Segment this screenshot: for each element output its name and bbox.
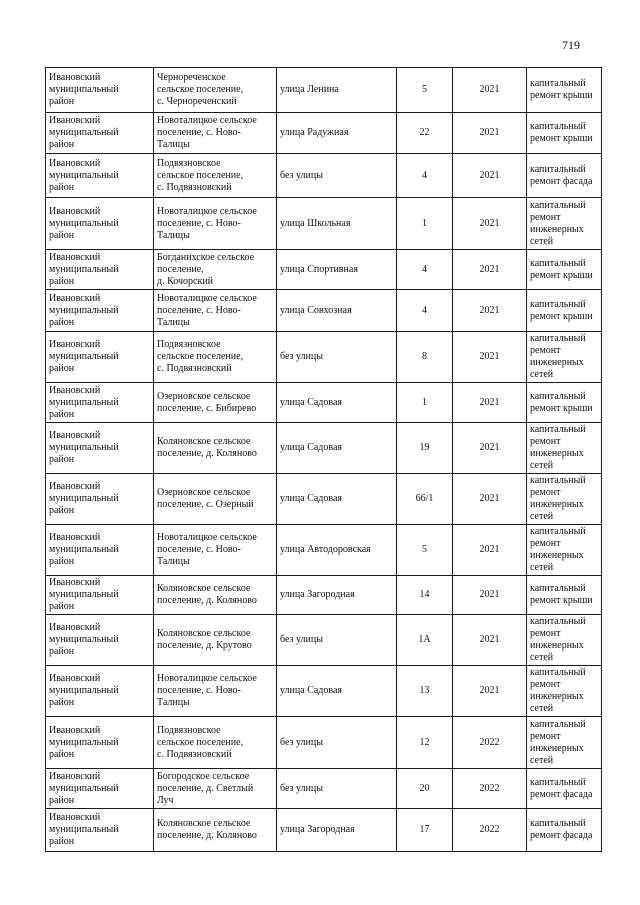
- district-line: муниципальный: [49, 217, 119, 229]
- work-type-cell: [527, 576, 602, 615]
- work-type-cell: [527, 332, 602, 383]
- settlement-line: Талицы: [157, 316, 190, 328]
- work-type-line: капитальный: [530, 776, 586, 788]
- work-type-line: капитальный: [530, 333, 586, 344]
- settlement-cell: [154, 383, 277, 423]
- district-cell: [46, 423, 154, 474]
- settlement-line: Подвязновское: [157, 339, 221, 350]
- housing-repair-table: [45, 67, 602, 852]
- settlement-line: поселение, с. Ново-: [157, 217, 241, 229]
- work-type-line: капитальный: [530, 424, 586, 435]
- work-type-line: ремонт крыши: [530, 90, 593, 101]
- work-type-line: сетей: [530, 754, 554, 766]
- house-number-cell: 1А: [397, 615, 453, 666]
- work-type-line: инженерных: [530, 499, 584, 510]
- settlement-cell: [154, 423, 277, 474]
- year-cell: 2021: [453, 113, 527, 154]
- work-type-line: сетей: [530, 369, 554, 380]
- work-type-cell: [527, 198, 602, 250]
- work-type-line: капитальный: [530, 121, 586, 132]
- district-line: муниципальный: [49, 824, 119, 835]
- table-row: [46, 809, 602, 852]
- settlement-cell: [154, 717, 277, 769]
- street-cell: улица Садовая: [277, 383, 397, 423]
- district-line: район: [49, 181, 75, 193]
- district-line: район: [49, 505, 75, 516]
- house-number-cell: 4: [397, 154, 453, 198]
- district-cell: [46, 290, 154, 332]
- work-type-cell: [527, 717, 602, 769]
- district-line: район: [49, 316, 75, 328]
- year-cell: 2021: [453, 154, 527, 198]
- settlement-line: Коляновское сельское: [157, 818, 251, 829]
- settlement-line: поселение, д. Светлый: [157, 782, 254, 794]
- work-type-line: ремонт: [530, 538, 561, 549]
- settlement-line: с. Подвязновский: [157, 181, 232, 193]
- work-type-cell: [527, 290, 602, 332]
- house-number-cell: 17: [397, 809, 453, 852]
- work-type-line: инженерных: [530, 640, 584, 651]
- settlement-line: Талицы: [157, 556, 190, 567]
- district-line: район: [49, 646, 75, 657]
- table-row: [46, 113, 602, 154]
- work-type-line: капитальный: [530, 199, 586, 211]
- district-line: район: [49, 454, 75, 465]
- district-cell: [46, 474, 154, 525]
- house-number-cell: 4: [397, 290, 453, 332]
- settlement-line: Талицы: [157, 139, 190, 150]
- year-cell: 2021: [453, 383, 527, 423]
- street-cell: без улицы: [277, 154, 397, 198]
- work-type-cell: [527, 615, 602, 666]
- work-type-line: ремонт: [530, 487, 561, 498]
- house-number-cell: 20: [397, 769, 453, 809]
- street-cell: улица Загородная: [277, 809, 397, 852]
- settlement-line: Подвязновское: [157, 157, 221, 169]
- settlement-cell: [154, 332, 277, 383]
- district-line: муниципальный: [49, 634, 119, 645]
- settlement-cell: [154, 576, 277, 615]
- settlement-line: поселение, с. Ново-: [157, 304, 241, 316]
- year-cell: 2022: [453, 809, 527, 852]
- work-type-line: ремонт крыши: [530, 402, 593, 414]
- table-body: [46, 68, 602, 852]
- district-line: муниципальный: [49, 493, 119, 504]
- settlement-line: поселение, д. Крутово: [157, 640, 252, 651]
- year-cell: 2021: [453, 290, 527, 332]
- table-row: [46, 615, 602, 666]
- district-line: муниципальный: [49, 304, 119, 316]
- work-type-line: капитальный: [530, 475, 586, 486]
- district-cell: [46, 525, 154, 576]
- work-type-line: ремонт фасада: [530, 788, 593, 800]
- house-number-cell: 12: [397, 717, 453, 769]
- work-type-line: инженерных: [530, 742, 584, 754]
- district-cell: [46, 809, 154, 852]
- district-line: Ивановский: [49, 577, 101, 588]
- work-type-cell: [527, 769, 602, 809]
- settlement-line: Богородское сельское: [157, 770, 250, 782]
- work-type-line: инженерных: [530, 550, 584, 561]
- district-line: Ивановский: [49, 532, 101, 543]
- house-number-cell: 14: [397, 576, 453, 615]
- district-line: Ивановский: [49, 292, 101, 304]
- street-cell: улица Радужная: [277, 113, 397, 154]
- district-line: район: [49, 275, 75, 287]
- district-cell: [46, 68, 154, 113]
- district-line: Ивановский: [49, 812, 101, 823]
- district-cell: [46, 154, 154, 198]
- district-line: муниципальный: [49, 351, 119, 362]
- street-cell: улица Ленина: [277, 68, 397, 113]
- district-line: Ивановский: [49, 384, 101, 396]
- year-cell: 2021: [453, 68, 527, 113]
- district-line: Ивановский: [49, 115, 101, 126]
- district-line: район: [49, 408, 75, 420]
- table-row: [46, 666, 602, 717]
- table-row: [46, 68, 602, 113]
- work-type-line: капитальный: [530, 818, 586, 829]
- work-type-line: инженерных: [530, 357, 584, 368]
- settlement-line: поселение, д. Коляново: [157, 830, 257, 841]
- work-type-line: ремонт: [530, 211, 561, 223]
- district-line: район: [49, 794, 75, 806]
- street-cell: улица Школьная: [277, 198, 397, 250]
- settlement-line: поселение, с. Ново-: [157, 127, 241, 138]
- year-cell: 2021: [453, 250, 527, 290]
- year-cell: 2021: [453, 576, 527, 615]
- street-cell: улица Автодоровская: [277, 525, 397, 576]
- settlement-line: поселение, с. Ново-: [157, 685, 241, 696]
- street-cell: улица Совхозная: [277, 290, 397, 332]
- work-type-line: капитальный: [530, 298, 586, 310]
- table-row: [46, 525, 602, 576]
- settlement-line: Новоталицкое сельское: [157, 292, 257, 304]
- street-cell: без улицы: [277, 769, 397, 809]
- work-type-line: ремонт: [530, 628, 561, 639]
- work-type-line: ремонт крыши: [530, 595, 593, 606]
- table-row: [46, 198, 602, 250]
- work-type-line: ремонт: [530, 679, 561, 690]
- district-cell: [46, 717, 154, 769]
- work-type-cell: [527, 154, 602, 198]
- year-cell: 2021: [453, 198, 527, 250]
- district-line: муниципальный: [49, 589, 119, 600]
- work-type-line: ремонт: [530, 730, 561, 742]
- settlement-line: Новоталицкое сельское: [157, 532, 257, 543]
- work-type-line: ремонт крыши: [530, 310, 593, 322]
- district-line: Ивановский: [49, 481, 101, 492]
- house-number-cell: 5: [397, 525, 453, 576]
- street-cell: без улицы: [277, 615, 397, 666]
- settlement-line: Чернореченское: [157, 72, 226, 83]
- work-type-line: капитальный: [530, 526, 586, 537]
- district-line: муниципальный: [49, 127, 119, 138]
- settlement-cell: [154, 525, 277, 576]
- settlement-line: Коляновское сельское: [157, 628, 251, 639]
- work-type-cell: [527, 474, 602, 525]
- settlement-line: Новоталицкое сельское: [157, 115, 257, 126]
- settlement-line: поселение,: [157, 263, 204, 275]
- table-row: [46, 474, 602, 525]
- district-line: район: [49, 96, 75, 107]
- district-line: район: [49, 748, 75, 760]
- settlement-cell: [154, 250, 277, 290]
- work-type-cell: [527, 666, 602, 717]
- house-number-cell: 8: [397, 332, 453, 383]
- work-type-line: капитальный: [530, 163, 586, 175]
- district-line: район: [49, 556, 75, 567]
- year-cell: 2021: [453, 423, 527, 474]
- house-number-cell: 66/1: [397, 474, 453, 525]
- district-line: район: [49, 836, 75, 847]
- house-number-cell: 1: [397, 383, 453, 423]
- district-line: Ивановский: [49, 673, 101, 684]
- settlement-cell: [154, 198, 277, 250]
- work-type-cell: [527, 809, 602, 852]
- settlement-line: с. Подвязновский: [157, 748, 232, 760]
- district-line: район: [49, 139, 75, 150]
- street-cell: улица Загородная: [277, 576, 397, 615]
- settlement-line: поселение, с. Бибирево: [157, 402, 257, 414]
- settlement-cell: [154, 68, 277, 113]
- work-type-cell: [527, 525, 602, 576]
- house-number-cell: 13: [397, 666, 453, 717]
- settlement-line: Новоталицкое сельское: [157, 205, 257, 217]
- district-line: Ивановский: [49, 622, 101, 633]
- work-type-line: сетей: [530, 460, 554, 471]
- district-line: Ивановский: [49, 251, 101, 263]
- district-line: Ивановский: [49, 724, 101, 736]
- settlement-cell: [154, 113, 277, 154]
- district-line: муниципальный: [49, 736, 119, 748]
- settlement-cell: [154, 769, 277, 809]
- settlement-line: поселение, с. Озерный: [157, 499, 254, 510]
- settlement-line: Озерновское сельское: [157, 390, 251, 402]
- district-line: Ивановский: [49, 157, 101, 169]
- table-row: [46, 769, 602, 809]
- table-row: [46, 423, 602, 474]
- settlement-line: сельское поселение,: [157, 169, 244, 181]
- work-type-line: капитальный: [530, 78, 586, 89]
- house-number-cell: 1: [397, 198, 453, 250]
- street-cell: улица Садовая: [277, 666, 397, 717]
- table-row: [46, 332, 602, 383]
- settlement-line: Озерновское сельское: [157, 487, 251, 498]
- district-line: муниципальный: [49, 544, 119, 555]
- settlement-cell: [154, 474, 277, 525]
- street-cell: улица Садовая: [277, 474, 397, 525]
- table-row: [46, 154, 602, 198]
- settlement-cell: [154, 154, 277, 198]
- district-line: район: [49, 601, 75, 612]
- district-line: муниципальный: [49, 396, 119, 408]
- street-cell: улица Садовая: [277, 423, 397, 474]
- work-type-cell: [527, 383, 602, 423]
- table-row: [46, 250, 602, 290]
- district-line: район: [49, 229, 75, 241]
- settlement-cell: [154, 290, 277, 332]
- table-row: [46, 383, 602, 423]
- work-type-line: ремонт: [530, 345, 561, 356]
- settlement-line: Луч: [157, 794, 174, 806]
- year-cell: 2021: [453, 525, 527, 576]
- district-cell: [46, 332, 154, 383]
- street-cell: улица Спортивная: [277, 250, 397, 290]
- work-type-cell: [527, 423, 602, 474]
- settlement-line: Подвязновское: [157, 724, 221, 736]
- year-cell: 2022: [453, 717, 527, 769]
- settlement-line: поселение, д. Коляново: [157, 595, 257, 606]
- work-type-line: сетей: [530, 511, 554, 522]
- district-line: муниципальный: [49, 782, 119, 794]
- year-cell: 2022: [453, 769, 527, 809]
- settlement-line: Талицы: [157, 697, 190, 708]
- district-cell: [46, 615, 154, 666]
- district-line: Ивановский: [49, 770, 101, 782]
- work-type-line: ремонт крыши: [530, 133, 593, 144]
- settlement-cell: [154, 666, 277, 717]
- table-row: [46, 717, 602, 769]
- house-number-cell: 4: [397, 250, 453, 290]
- work-type-cell: [527, 113, 602, 154]
- district-line: район: [49, 363, 75, 374]
- district-cell: [46, 113, 154, 154]
- settlement-cell: [154, 615, 277, 666]
- house-number-cell: 19: [397, 423, 453, 474]
- house-number-cell: 22: [397, 113, 453, 154]
- district-line: район: [49, 697, 75, 708]
- district-line: Ивановский: [49, 339, 101, 350]
- settlement-line: Коляновское сельское: [157, 583, 251, 594]
- settlement-line: Коляновское сельское: [157, 436, 251, 447]
- settlement-line: поселение, с. Ново-: [157, 544, 241, 555]
- work-type-line: капитальный: [530, 667, 586, 678]
- work-type-line: капитальный: [530, 390, 586, 402]
- settlement-line: с. Чернореченский: [157, 96, 237, 107]
- work-type-line: капитальный: [530, 718, 586, 730]
- settlement-cell: [154, 809, 277, 852]
- year-cell: 2021: [453, 332, 527, 383]
- house-number-cell: 5: [397, 68, 453, 113]
- year-cell: 2021: [453, 615, 527, 666]
- settlement-line: сельское поселение,: [157, 84, 244, 95]
- year-cell: 2021: [453, 666, 527, 717]
- work-type-line: сетей: [530, 652, 554, 663]
- district-cell: [46, 769, 154, 809]
- work-type-line: инженерных: [530, 223, 584, 235]
- district-cell: [46, 666, 154, 717]
- street-cell: без улицы: [277, 717, 397, 769]
- district-cell: [46, 198, 154, 250]
- settlement-line: Богданихское сельское: [157, 251, 255, 263]
- work-type-line: ремонт крыши: [530, 269, 593, 281]
- settlement-line: д. Кочорский: [157, 275, 214, 287]
- work-type-line: сетей: [530, 703, 554, 714]
- district-line: муниципальный: [49, 84, 119, 95]
- work-type-line: сетей: [530, 235, 554, 247]
- table-row: [46, 576, 602, 615]
- work-type-line: капитальный: [530, 616, 586, 627]
- work-type-cell: [527, 68, 602, 113]
- district-line: муниципальный: [49, 685, 119, 696]
- district-line: муниципальный: [49, 263, 119, 275]
- district-line: муниципальный: [49, 442, 119, 453]
- settlement-line: Новоталицкое сельское: [157, 673, 257, 684]
- district-line: Ивановский: [49, 72, 101, 83]
- work-type-line: капитальный: [530, 257, 586, 269]
- work-type-line: ремонт фасада: [530, 175, 593, 187]
- district-line: Ивановский: [49, 430, 101, 441]
- work-type-line: инженерных: [530, 691, 584, 702]
- work-type-cell: [527, 250, 602, 290]
- page-number: 719: [562, 38, 580, 52]
- table-row: [46, 290, 602, 332]
- work-type-line: ремонт: [530, 436, 561, 447]
- work-type-line: инженерных: [530, 448, 584, 459]
- settlement-line: с. Подвязновский: [157, 363, 232, 374]
- settlement-line: поселение, д. Коляново: [157, 448, 257, 459]
- work-type-line: капитальный: [530, 583, 586, 594]
- district-cell: [46, 383, 154, 423]
- district-line: муниципальный: [49, 169, 119, 181]
- work-type-line: сетей: [530, 562, 554, 573]
- work-type-line: ремонт фасада: [530, 830, 593, 841]
- district-line: Ивановский: [49, 205, 101, 217]
- year-cell: 2021: [453, 474, 527, 525]
- street-cell: без улицы: [277, 332, 397, 383]
- settlement-line: Талицы: [157, 229, 190, 241]
- settlement-line: сельское поселение,: [157, 736, 244, 748]
- settlement-line: сельское поселение,: [157, 351, 244, 362]
- district-cell: [46, 576, 154, 615]
- district-cell: [46, 250, 154, 290]
